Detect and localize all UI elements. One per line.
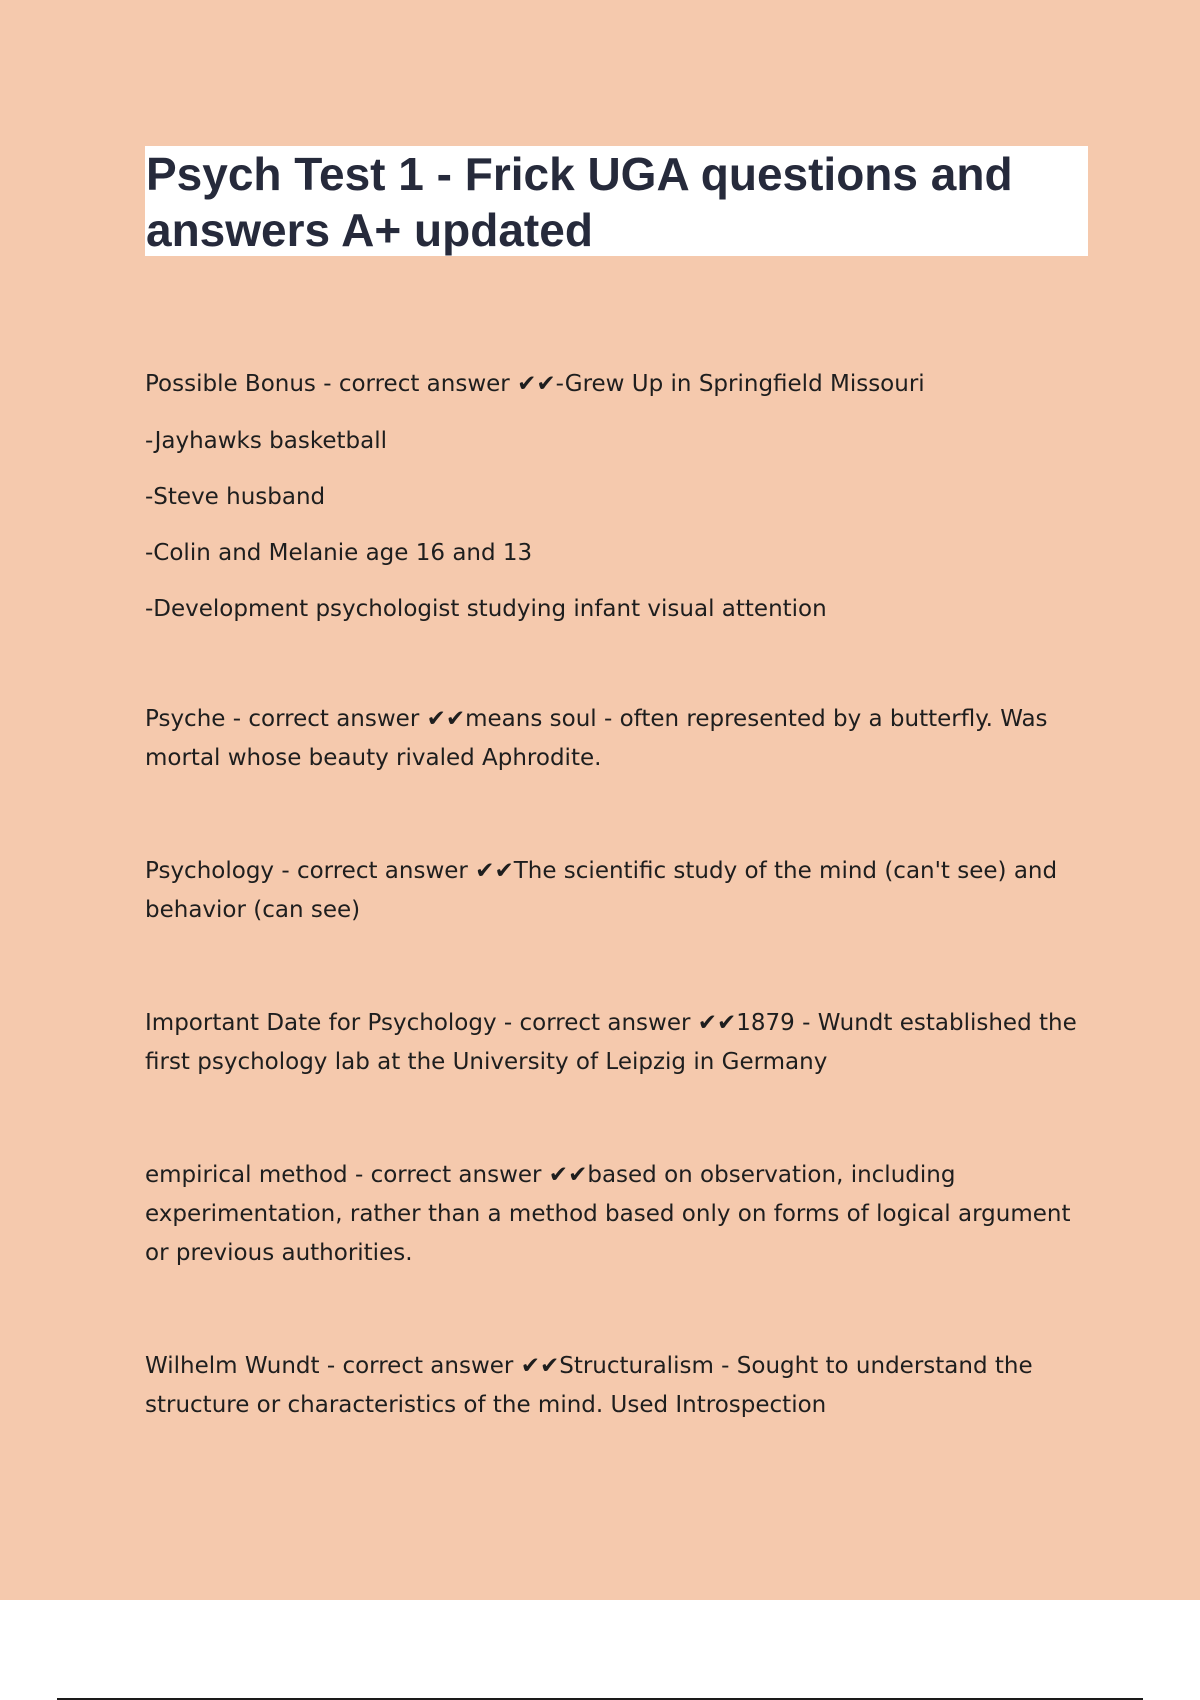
- bonus-item: -Development psychologist studying infant visual attention: [145, 596, 827, 622]
- bonus-item: -Colin and Melanie age 16 and 13: [145, 540, 533, 566]
- qa-wilhelm-wundt: Wilhelm Wundt - correct answer ✔✔Structuralism - Sought to understand the structure or characteristics of the mind. Used Introspection: [145, 1353, 1033, 1418]
- page-title: Psych Test 1 - Frick UGA questions and answers A+ updated: [146, 148, 1013, 256]
- qa-important-date: Important Date for Psychology - correct answer ✔✔1879 - Wundt established the first psychology lab at the University of Leipzig in Germany: [145, 1010, 1077, 1075]
- qa-psyche: Psyche - correct answer ✔✔means soul - often represented by a butterfly. Was mortal whose beauty rivaled Aphrodite.: [145, 706, 1048, 771]
- bonus-item: -Steve husband: [145, 484, 326, 510]
- qa-psychology: Psychology - correct answer ✔✔The scientific study of the mind (can't see) and behavior (can see): [145, 858, 1058, 923]
- qa-empirical-method: empirical method - correct answer ✔✔based on observation, including experimentation, rather than a method based only on forms of logical argument or previous authorities.: [145, 1162, 1071, 1266]
- title-box: [145, 146, 1088, 256]
- bonus-item: -Jayhawks basketball: [145, 428, 387, 454]
- bonus-heading: Possible Bonus - correct answer ✔✔-Grew Up in Springfield Missouri: [145, 371, 925, 397]
